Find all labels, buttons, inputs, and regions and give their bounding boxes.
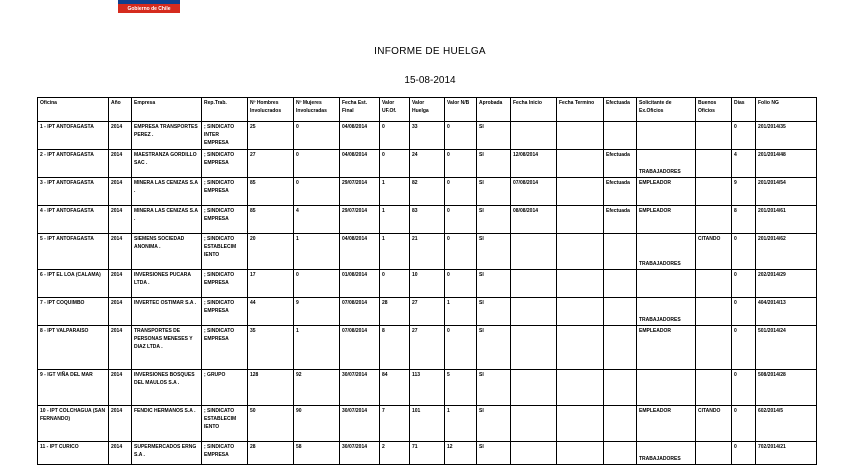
table-cell xyxy=(637,370,696,406)
col-header: Rep.Trab. xyxy=(202,98,248,122)
table-cell: 702/2014/21 xyxy=(756,442,817,465)
col-header: Oficina xyxy=(38,98,109,122)
table-cell: 07/08/2014 xyxy=(511,178,557,206)
table-cell: 2 - IPT ANTOFAGASTA xyxy=(38,150,109,178)
table-cell: 0 xyxy=(732,298,756,326)
table-cell: 7 - IPT COQUIMBO xyxy=(38,298,109,326)
table-cell: 7 xyxy=(380,406,410,442)
table-cell: 2014 xyxy=(109,406,132,442)
table-row xyxy=(38,406,817,442)
table-cell: 50 xyxy=(248,406,294,442)
col-header: Días xyxy=(732,98,756,122)
table-cell xyxy=(696,370,732,406)
table-cell xyxy=(511,298,557,326)
table-cell: INVERTEC OSTIMAR S.A . xyxy=(132,298,202,326)
table-cell: 90 xyxy=(294,406,340,442)
col-header: Folio NG xyxy=(756,98,817,122)
table-cell: 1 xyxy=(294,234,340,270)
table-cell: 30/07/2014 xyxy=(340,442,380,465)
table-cell: 07/08/2014 xyxy=(340,298,380,326)
table-cell xyxy=(557,442,604,465)
table-cell: 30/07/2014 xyxy=(340,370,380,406)
table-cell xyxy=(696,298,732,326)
table-cell: TRABAJADORES xyxy=(637,442,696,465)
table-cell xyxy=(557,206,604,234)
table-cell: 1 xyxy=(380,178,410,206)
table-cell: MAESTRANZA GORDILLO SAC . xyxy=(132,150,202,178)
table-cell: 1 xyxy=(294,326,340,370)
table-cell: 128 xyxy=(248,370,294,406)
table-cell: 0 xyxy=(380,270,410,298)
table-cell: 04/08/2014 xyxy=(340,150,380,178)
table-row xyxy=(38,206,817,234)
logo-text: Gobierno de Chile xyxy=(118,4,180,13)
table-cell xyxy=(511,370,557,406)
table-cell: 92 xyxy=(294,370,340,406)
table-cell: 28 xyxy=(380,298,410,326)
table-cell: 83 xyxy=(410,206,445,234)
table-cell: SI xyxy=(477,326,511,370)
table-cell: SI xyxy=(477,442,511,465)
table-cell xyxy=(696,270,732,298)
table-cell: Efectuada xyxy=(604,150,637,178)
table-cell: INVERSIONES BOSQUES DEL MAULOS S.A . xyxy=(132,370,202,406)
table-cell: SI xyxy=(477,206,511,234)
table-cell: 0 xyxy=(445,122,477,150)
table-cell: 2014 xyxy=(109,234,132,270)
table-cell: 201/2014/62 xyxy=(756,234,817,270)
table-cell: 0 xyxy=(732,270,756,298)
table-row xyxy=(38,178,817,206)
table-cell: 0 xyxy=(445,206,477,234)
table-cell: ; SINDICATO INTER EMPRESA xyxy=(202,122,248,150)
table-cell: 602/2014/5 xyxy=(756,406,817,442)
table-cell xyxy=(604,326,637,370)
table-cell: 28 xyxy=(248,442,294,465)
table-cell: 82 xyxy=(410,178,445,206)
table-cell: CITANDO xyxy=(696,234,732,270)
col-header: Nº Hombres Involucrados xyxy=(248,98,294,122)
table-cell: 1 xyxy=(445,298,477,326)
table-cell: 1 xyxy=(380,206,410,234)
table-cell: 9 - IGT VIÑA DEL MAR xyxy=(38,370,109,406)
table-cell: 5 - IPT ANTOFAGASTA xyxy=(38,234,109,270)
table-cell xyxy=(557,270,604,298)
table-cell: ; SINDICATO EMPRESA xyxy=(202,150,248,178)
table-cell: 04/08/2014 xyxy=(340,122,380,150)
table-cell: 27 xyxy=(410,298,445,326)
col-header: Año xyxy=(109,98,132,122)
table-cell: 29/07/2014 xyxy=(340,178,380,206)
table-cell xyxy=(511,234,557,270)
table-cell: 9 xyxy=(294,298,340,326)
table-cell xyxy=(557,326,604,370)
col-header: Valor Huelga xyxy=(410,98,445,122)
table-cell: 0 xyxy=(445,270,477,298)
table-cell xyxy=(557,178,604,206)
table-cell: 2 xyxy=(380,442,410,465)
table-cell xyxy=(696,150,732,178)
table-cell: FENDIC HERMANOS S.A . xyxy=(132,406,202,442)
table-cell: 58 xyxy=(294,442,340,465)
table-cell: 2014 xyxy=(109,270,132,298)
table-cell: EMPLEADOR xyxy=(637,178,696,206)
table-cell: 0 xyxy=(445,150,477,178)
table-cell: 44 xyxy=(248,298,294,326)
col-header: Solicitante de Ex.Oficios xyxy=(637,98,696,122)
table-cell: ; SINDICATO EMPRESA xyxy=(202,298,248,326)
table-row xyxy=(38,122,817,150)
table-cell: 201/2014/35 xyxy=(756,122,817,150)
table-cell xyxy=(511,406,557,442)
table-cell: 0 xyxy=(732,234,756,270)
table-cell: 5 xyxy=(445,370,477,406)
table-cell: 27 xyxy=(410,326,445,370)
table-cell: 10 xyxy=(410,270,445,298)
table-cell: 11 - IPT CURICO xyxy=(38,442,109,465)
table-cell xyxy=(637,270,696,298)
table-cell xyxy=(604,122,637,150)
table-row xyxy=(38,442,817,465)
table-cell: EMPRESA TRANSPORTES PEREZ . xyxy=(132,122,202,150)
table-cell: 21 xyxy=(410,234,445,270)
strike-report-table xyxy=(37,97,817,465)
table-cell xyxy=(557,234,604,270)
table-cell xyxy=(557,298,604,326)
table-cell: 2014 xyxy=(109,370,132,406)
table-cell xyxy=(511,270,557,298)
col-header: Valor UF.Of. xyxy=(380,98,410,122)
table-cell: 201/2014/48 xyxy=(756,150,817,178)
table-cell: ; SINDICATO EMPRESA xyxy=(202,442,248,465)
table-cell: ; SINDICATO EMPRESA xyxy=(202,178,248,206)
table-cell xyxy=(604,442,637,465)
report-title: INFORME DE HUELGA xyxy=(374,46,486,57)
table-cell xyxy=(696,206,732,234)
col-header: Fecha Inicio xyxy=(511,98,557,122)
table-cell xyxy=(557,150,604,178)
table-cell: MINERA LAS CENIZAS S.A . xyxy=(132,178,202,206)
table-cell: 4 - IPT ANTOFAGASTA xyxy=(38,206,109,234)
table-cell: INVERSIONES PUCARA LTDA . xyxy=(132,270,202,298)
table-cell: 8 - IPT VALPARAISO xyxy=(38,326,109,370)
table-cell: 0 xyxy=(732,406,756,442)
table-cell: 0 xyxy=(732,370,756,406)
table-cell xyxy=(604,298,637,326)
table-cell: SI xyxy=(477,298,511,326)
table-cell: ; GRUPO xyxy=(202,370,248,406)
table-cell: ; SINDICATO ESTABLECIM IENTO xyxy=(202,406,248,442)
table-cell: 201/2014/54 xyxy=(756,178,817,206)
table-cell: 0 xyxy=(294,150,340,178)
table-cell: 501/2014/24 xyxy=(756,326,817,370)
col-header: Aprobada xyxy=(477,98,511,122)
table-cell xyxy=(557,370,604,406)
table-cell xyxy=(557,122,604,150)
table-cell: 0 xyxy=(445,326,477,370)
table-cell: SI xyxy=(477,178,511,206)
table-cell: 1 xyxy=(445,406,477,442)
table-cell: 10 - IPT COLCHAGUA (SAN FERNANDO) xyxy=(38,406,109,442)
table-cell: 08/08/2014 xyxy=(511,206,557,234)
table-cell: 07/08/2014 xyxy=(340,326,380,370)
table-cell xyxy=(696,442,732,465)
table-cell: SI xyxy=(477,150,511,178)
table-cell: 35 xyxy=(248,326,294,370)
table-cell xyxy=(557,406,604,442)
table-row xyxy=(38,234,817,270)
table-cell xyxy=(511,326,557,370)
table-cell: 2014 xyxy=(109,442,132,465)
col-header: Fecha Est. Final xyxy=(340,98,380,122)
table-cell: 12/08/2014 xyxy=(511,150,557,178)
table-cell: 01/08/2014 xyxy=(340,270,380,298)
table-cell: 1 - IPT ANTOFAGASTA xyxy=(38,122,109,150)
table-cell: TRABAJADORES xyxy=(637,298,696,326)
table-cell: SIEMENS SOCIEDAD ANONIMA . xyxy=(132,234,202,270)
table-cell: 0 xyxy=(294,270,340,298)
table-cell: ; SINDICATO EMPRESA xyxy=(202,206,248,234)
table-cell: 2014 xyxy=(109,206,132,234)
gobierno-logo xyxy=(118,0,180,13)
table-cell: SI xyxy=(477,234,511,270)
table-cell xyxy=(604,406,637,442)
table-cell: SI xyxy=(477,122,511,150)
table-cell: 2014 xyxy=(109,326,132,370)
table-cell: TRABAJADORES xyxy=(637,150,696,178)
table-cell: 113 xyxy=(410,370,445,406)
table-cell: 84 xyxy=(380,370,410,406)
table-cell: 0 xyxy=(445,234,477,270)
table-cell: 4 xyxy=(294,206,340,234)
table-cell xyxy=(511,442,557,465)
table-row xyxy=(38,150,817,178)
table-cell: 202/2014/29 xyxy=(756,270,817,298)
table-cell: 1 xyxy=(380,234,410,270)
table-cell: 85 xyxy=(248,178,294,206)
table-cell: 30/07/2014 xyxy=(340,406,380,442)
table-cell: 0 xyxy=(294,122,340,150)
table-cell: Efectuada xyxy=(604,206,637,234)
table-cell: SI xyxy=(477,406,511,442)
table-header-row xyxy=(38,98,817,122)
table-cell: MINERA LAS CENIZAS S.A . xyxy=(132,206,202,234)
col-header: Valor N/B xyxy=(445,98,477,122)
table-cell: 0 xyxy=(380,150,410,178)
table-cell: SI xyxy=(477,370,511,406)
table-row xyxy=(38,270,817,298)
table-cell: TRABAJADORES xyxy=(637,234,696,270)
table-cell: 0 xyxy=(732,442,756,465)
report-date: 15-08-2014 xyxy=(404,75,456,86)
table-cell: 404/2014/13 xyxy=(756,298,817,326)
table-cell: 29/07/2014 xyxy=(340,206,380,234)
table-row xyxy=(38,370,817,406)
table-cell: 0 xyxy=(732,326,756,370)
table-cell xyxy=(637,122,696,150)
table-cell: 71 xyxy=(410,442,445,465)
table-cell: 0 xyxy=(732,122,756,150)
table-cell: 8 xyxy=(732,206,756,234)
table-cell: 20 xyxy=(248,234,294,270)
table-cell: 2014 xyxy=(109,122,132,150)
table-cell: 04/08/2014 xyxy=(340,234,380,270)
table-cell: 0 xyxy=(445,178,477,206)
table-row xyxy=(38,298,817,326)
table-cell: 9 xyxy=(732,178,756,206)
col-header: Empresa xyxy=(132,98,202,122)
table-cell xyxy=(604,370,637,406)
table-cell: TRANSPORTES DE PERSONAS MENESES Y DIAZ LTDA . xyxy=(132,326,202,370)
table-cell: CITANDO xyxy=(696,406,732,442)
table-cell: 0 xyxy=(294,178,340,206)
table-cell: 24 xyxy=(410,150,445,178)
table-cell: 27 xyxy=(248,150,294,178)
table-cell: 8 xyxy=(380,326,410,370)
table-cell: 2014 xyxy=(109,298,132,326)
table-cell: 25 xyxy=(248,122,294,150)
table-cell: 33 xyxy=(410,122,445,150)
col-header: Nº Mujeres Involucradas xyxy=(294,98,340,122)
table-cell: ; SINDICATO EMPRESA xyxy=(202,326,248,370)
table-cell: EMPLEADOR xyxy=(637,406,696,442)
table-cell: 12 xyxy=(445,442,477,465)
table-cell xyxy=(696,122,732,150)
table-cell: SI xyxy=(477,270,511,298)
col-header: Buenos Oficios xyxy=(696,98,732,122)
table-cell: ; SINDICATO ESTABLECIM IENTO xyxy=(202,234,248,270)
table-row xyxy=(38,326,817,370)
table-cell xyxy=(696,326,732,370)
col-header: Fecha Termino xyxy=(557,98,604,122)
table-cell: 2014 xyxy=(109,178,132,206)
table-cell: 201/2014/61 xyxy=(756,206,817,234)
table-cell: EMPLEADOR xyxy=(637,326,696,370)
table-cell: 3 - IPT ANTOFAGASTA xyxy=(38,178,109,206)
table-cell: EMPLEADOR xyxy=(637,206,696,234)
col-header: Efectuada xyxy=(604,98,637,122)
table-cell: 508/2014/28 xyxy=(756,370,817,406)
table-cell xyxy=(604,270,637,298)
table-cell: SUPERMERCADOS ERNG S.A . xyxy=(132,442,202,465)
table-cell: 6 - IPT EL LOA (CALAMA) xyxy=(38,270,109,298)
table-cell xyxy=(696,178,732,206)
table-cell: 0 xyxy=(380,122,410,150)
table-cell xyxy=(604,234,637,270)
table-cell: 17 xyxy=(248,270,294,298)
table-cell: 2014 xyxy=(109,150,132,178)
table-cell xyxy=(511,122,557,150)
table-cell: 85 xyxy=(248,206,294,234)
table-cell: 4 xyxy=(732,150,756,178)
table-cell: ; SINDICATO EMPRESA xyxy=(202,270,248,298)
table-cell: Efectuada xyxy=(604,178,637,206)
table-cell: 101 xyxy=(410,406,445,442)
